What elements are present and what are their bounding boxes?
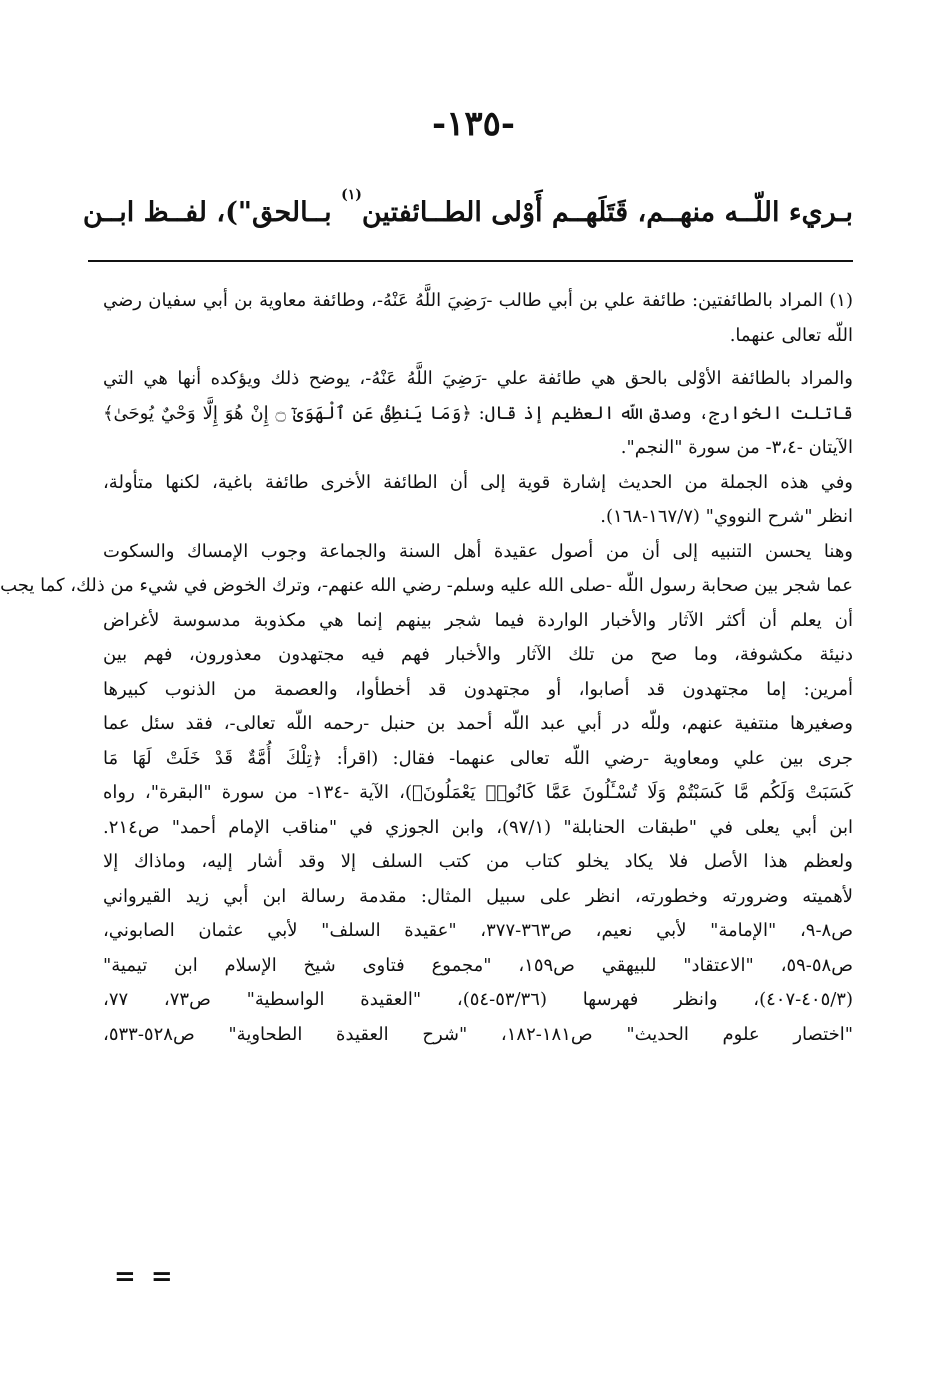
footnote-line: عما شجر بين صحابة رسول اللّه -صلى الله عليه وسلم- رضي الله عنهم-، وترك الخوض في شيء من ذلك، كما يجب: [0, 575, 853, 596]
footnote-line: قاتلت الخوارج، وصدق اللّه العظيم إذ قال: ﴿وَمَا يَنطِقُ عَنِ ٱلْهَوَىٰٓ ۝ إِنْ هُوَ إِلَّا وَحْيٌ يُوحَىٰ﴾: [103, 402, 853, 424]
paragraph-gap: [103, 353, 853, 362]
footnote-line: "اختصار علوم الحديث" ص١٨١-١٨٢، "شرح العقيدة الطحاوية" ص٥٢٨-٥٣٣،: [103, 1023, 853, 1045]
footnote-line: أن يعلم أن أكثر الآثار والأخبار الواردة فيما شجر بينهم إنما هي مكذوبة مدسوسة لأغراض: [103, 609, 853, 631]
footnote-line: الآيتان -٣،٤- من سورة "النجم".: [620, 437, 853, 458]
footnote-line: أمرين: إما مجتهدون قد أصابوا، أو مجتهدون قد أخطأوا، والعصمة من الذنوب كبيرها: [103, 678, 853, 700]
footnotes-section: [0, 284, 854, 1052]
continued-mark: = =: [114, 1262, 176, 1292]
footnote-line: وفي هذه الجملة من الحديث إشارة قوية إلى أن الطائفة الأخرى طائفة باغية، لكنها متأولة،: [103, 471, 853, 493]
footnote-line: (١) المراد بالطائفتين: طائفة علي بن أبي طالب -رَضِيَ اللَّهُ عَنْهُ-، وطائفة معاوية بن أبي سفيان رضي: [103, 290, 853, 311]
footnote-line: جرى بين علي ومعاوية -رضي اللّه تعالى عنهما- فقال: (اقرأ: ﴿تِلْكَ أُمَّةٌ قَدْ خَلَتْ لَهَا مَا: [103, 747, 853, 769]
footnote-line: ابن أبي يعلى في "طبقات الحنابلة" (٩٧/١)، وابن الجوزي في "مناقب الإمام أحمد" ص٢١٤.: [103, 816, 853, 838]
footnote-line: ص٨-٩، "الإمامة" لأبي نعيم، ص٣٦٣-٣٧٧، "عقيدة السلف" لأبي عثمان الصابوني،: [103, 920, 853, 941]
footnote-reference: (١): [341, 187, 362, 203]
footnote-line: وصغيرها منتفية عنهم، وللّه در أبي عبد اللّه أحمد بن حنبل -رحمه اللّه تعالى-، فقد سئل عما: [103, 713, 853, 734]
footnote-separator: [88, 260, 853, 262]
main-text-line: [82, 187, 853, 238]
footnote-line: والمراد بالطائفة الأوْلى بالحق هي طائفة علي -رَضِيَ اللَّهُ عَنْهُ-، يوضح ذلك ويؤكده أنها هي التي: [103, 368, 853, 389]
footnote-line: لأهميته وضرورته وخطورته، انظر على سبيل المثال: مقدمة رسالة ابن أبي زيد القيرواني: [103, 885, 853, 907]
main-text: بـريء اللّــه منهــم، قَتَلَهــم أَوْلى الطــائفتين: [361, 197, 853, 228]
main-text-end: بــالحق")، لفــظ ابــن: [82, 197, 342, 228]
footnote-line: كَسَبَتْ وَلَكُم مَّا كَسَبْتُمْ وَلَا تُسْـَٔلُونَ عَمَّا كَانُوا۟ يَعْمَلُونَ﴾)، الآية -١٣٤- من سورة "البقرة"، رواه: [103, 782, 853, 803]
page-number: -١٣٥-: [431, 104, 516, 144]
footnote-line: (٤٠٥/٣-٤٠٧)، وانظر فهرسها (٥٣/٣٦-٥٤)، "العقيدة الواسطية" ص٧٣، ٧٧،: [103, 989, 854, 1010]
footnote-line: وهنا يحسن التنبيه إلى أن من أصول عقيدة أهل السنة والجماعة وجوب الإمساك والسكوت: [103, 540, 853, 562]
footnote-line: اللّه تعالى عنهما.: [729, 324, 853, 346]
footnote-line: ص٥٨-٥٩، "الاعتقاد" للبيهقي ص١٥٩، "مجموع فتاوى شيخ الإسلام ابن تيمية": [103, 954, 853, 976]
footnote-line: ولعظم هذا الأصل فلا يكاد يخلو كتاب من كتب السلف إلا وقد أشار إليه، وماذاك إلا: [103, 851, 853, 872]
footnote-line: دنيئة مكشوفة، وما صح من تلك الآثار والأخبار فهم فيه مجتهدون معذورون، فهم بين: [103, 644, 853, 665]
footnote-line: انظر "شرح النووي" (١٦٧/٧-١٦٨).: [600, 506, 853, 527]
